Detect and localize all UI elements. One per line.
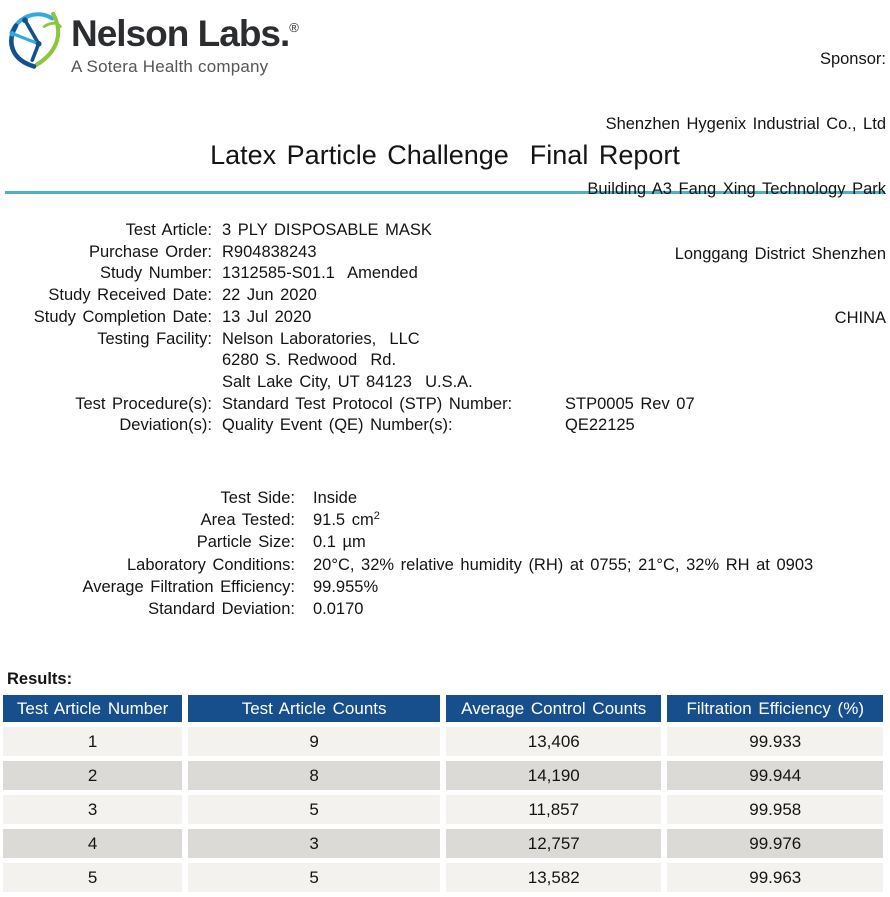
sponsor-heading: Sponsor: (819, 50, 886, 69)
table-cell: 5 (188, 863, 440, 892)
detail-label (0, 372, 212, 394)
detail-label: Testing Facility: (97, 329, 212, 348)
brand-tagline: A Sotera Health company (71, 57, 269, 76)
sponsor-line: Shenzhen Hygenix Industrial Co., Ltd (605, 114, 886, 133)
table-cell: 2 (3, 761, 182, 790)
table-cell: 1 (3, 727, 182, 756)
table-cell: 99.958 (667, 795, 883, 824)
table-cell: 13,582 (446, 863, 662, 892)
sponsor-line: CHINA (834, 309, 886, 328)
table-cell: 9 (188, 727, 440, 756)
sponsor-block (587, 4, 886, 373)
condition-value: 0.1 µm (313, 533, 366, 552)
procedure-number: STP0005 Rev 07 (565, 394, 695, 413)
sponsor-line: Longgang District Shenzhen (674, 244, 886, 263)
condition-row-laboratory-conditions (0, 554, 890, 576)
detail-value: 13 Jul 2020 (222, 307, 312, 326)
condition-row-test-side (0, 487, 890, 509)
registered-trademark-symbol: ® (289, 20, 299, 35)
condition-row-area-tested (0, 509, 890, 531)
logo-text-block (71, 8, 299, 77)
header-test-article-counts: Test Article Counts (188, 695, 440, 722)
condition-label: Laboratory Conditions: (126, 555, 295, 574)
sponsor-line: Building A3 Fang Xing Technology Park (587, 179, 886, 198)
table-cell: 11,857 (446, 795, 662, 824)
detail-label: Study Completion Date: (33, 307, 212, 326)
condition-row-average-filtration-efficiency (0, 576, 890, 598)
table-row (3, 795, 883, 824)
condition-label: Test Side: (220, 489, 295, 508)
area-tested-value: 91.5 cm (313, 511, 374, 530)
detail-label: Study Number: (99, 264, 212, 283)
table-cell: 99.933 (667, 727, 883, 756)
detail-value (212, 415, 635, 437)
detail-row-facility-address-2 (0, 372, 890, 394)
table-cell: 13,406 (446, 727, 662, 756)
header-test-article-number: Test Article Number (3, 695, 182, 722)
detail-label: Test Article: (125, 221, 212, 239)
condition-label: Standard Deviation: (148, 600, 295, 619)
brand-name (71, 8, 299, 54)
table-row (3, 829, 883, 858)
detail-value: Salt Lake City, UT 84123 U.S.A. (222, 372, 473, 391)
detail-value: 6280 S. Redwood Rd. (222, 351, 397, 370)
condition-row-particle-size (0, 531, 890, 553)
report-title: Latex Particle Challenge Final Report (210, 140, 680, 170)
table-row (3, 761, 883, 790)
procedure-name: Standard Test Protocol (STP) Number: (222, 394, 513, 413)
condition-value: Inside (313, 489, 358, 508)
detail-value: R904838243 (222, 242, 317, 261)
area-tested-exponent: 2 (373, 510, 380, 523)
table-cell: 3 (188, 829, 440, 858)
nelson-labs-logo (6, 4, 299, 77)
table-cell: 12,757 (446, 829, 662, 858)
table-row (3, 863, 883, 892)
condition-row-standard-deviation (0, 598, 890, 620)
detail-label (0, 350, 212, 372)
detail-label: Deviation(s): (119, 416, 212, 435)
table-cell: 8 (188, 761, 440, 790)
test-conditions (0, 487, 890, 620)
table-cell: 3 (3, 795, 182, 824)
detail-label: Test Procedure(s): (75, 394, 212, 413)
table-cell: 99.976 (667, 829, 883, 858)
detail-value (212, 394, 695, 416)
table-cell: 5 (188, 795, 440, 824)
detail-label: Study Received Date: (48, 286, 212, 305)
condition-label: Area Tested: (200, 511, 295, 530)
table-cell: 99.963 (667, 863, 883, 892)
detail-value: 3 PLY DISPOSABLE MASK (222, 221, 432, 239)
detail-value: Nelson Laboratories, LLC (222, 329, 420, 348)
detail-value: 22 Jun 2020 (222, 286, 317, 305)
detail-label: Purchase Order: (88, 242, 212, 261)
header-average-control-counts: Average Control Counts (446, 695, 662, 722)
detail-value: 1312585-S01.1 Amended (222, 264, 418, 283)
condition-value: 0.0170 (313, 600, 364, 619)
brand-name-text: Nelson Labs. (71, 13, 290, 54)
header-filtration-efficiency: Filtration Efficiency (%) (667, 695, 883, 722)
results-header-row (3, 695, 883, 722)
condition-value (295, 509, 380, 531)
detail-row-deviation (0, 415, 890, 437)
results-table (0, 690, 889, 897)
deviation-number: QE22125 (565, 416, 635, 435)
table-row (3, 727, 883, 756)
table-cell: 5 (3, 863, 182, 892)
condition-label: Particle Size: (196, 533, 295, 552)
nelson-labs-globe-icon (6, 8, 64, 76)
detail-row-test-procedure (0, 394, 890, 416)
table-cell: 14,190 (446, 761, 662, 790)
results-heading: Results: (7, 670, 73, 689)
condition-value: 20°C, 32% relative humidity (RH) at 0755; 21°C, 32% RH at 0903 (313, 555, 814, 574)
table-cell: 4 (3, 829, 182, 858)
condition-value: 99.955% (313, 577, 379, 596)
deviation-name: Quality Event (QE) Number(s): (222, 416, 453, 435)
condition-label: Average Filtration Efficiency: (82, 577, 295, 596)
table-cell: 99.944 (667, 761, 883, 790)
